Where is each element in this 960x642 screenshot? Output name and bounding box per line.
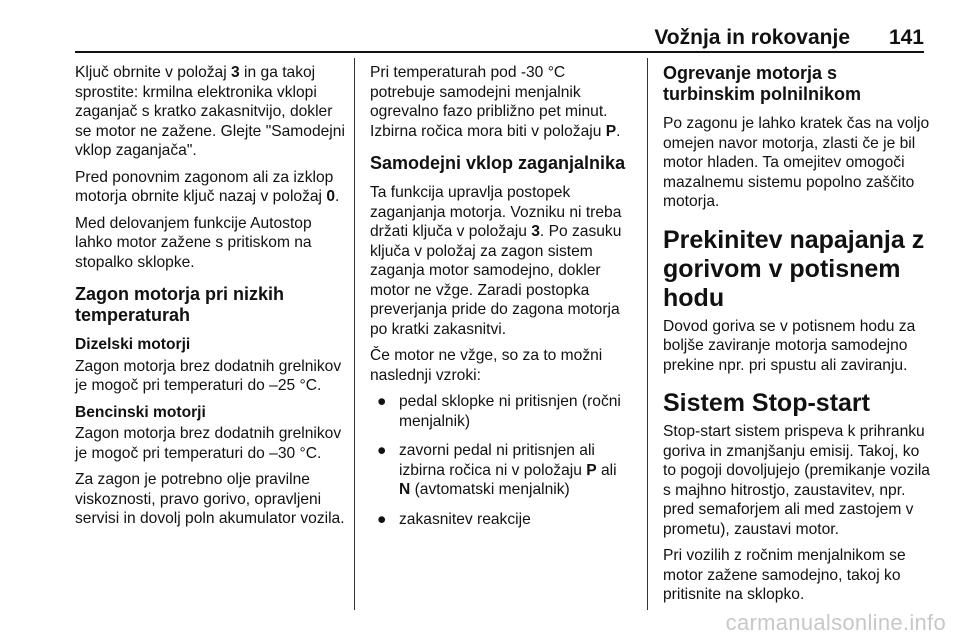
watermark: carmanualsonline.info xyxy=(725,610,946,635)
column-left xyxy=(75,63,347,536)
causes-list xyxy=(370,392,632,529)
bullet-icon: ● xyxy=(377,442,387,459)
heading-cold-start: Zagon motorja pri nizkih temperaturah xyxy=(75,284,285,325)
paragraph-key-position-3: Ključ obrnite v položaj 3 in ga takoj sprostite: krmilna elektronika vklopi zaganjač s kratko zakasnitvijo, dokler se motor ne zažene. Glejte "Samodejni vklop zaganjača". xyxy=(75,64,345,159)
paragraph-stop-start-manual: Pri vozilih z ročnim menjalnikom se motor zažene samodejno, takoj ko pritisnite na sklopko. xyxy=(663,547,906,603)
paragraph-stop-start: Stop-start sistem prispeva k prihranku goriva in zmanjšanju emisij. Takoj, ko to pogoji dovoljujejo (premikanje vozila s majhno hitrostjo, zaustavitev, npr. pred semaforjem ali med zastojem v prometu), zaustavi motor. xyxy=(663,423,930,538)
heading-stop-start: Sistem Stop-start xyxy=(663,389,870,417)
list-item: ● zakasnitev reakcije xyxy=(377,510,531,528)
heading-turbo-warmup: Ogrevanje motorja s turbinskim polnilnikom xyxy=(663,63,862,104)
page-number: 141 xyxy=(888,26,924,49)
paragraph-automatic-warmup: Pri temperaturah pod -30 °C potrebuje samodejni menjalnik ogrevalno fazo približno pet minut. Izbirna ročica mora biti v položaju P. xyxy=(370,64,621,140)
running-title: Vožnja in rokovanje xyxy=(654,26,850,49)
paragraph-requirements: Za zagon je potrebno olje pravilne viskoznosti, pravo gorivo, opravljeni servisi in dovolj poln akumulator vozila. xyxy=(75,471,345,527)
heading-petrol: Bencinski motorji xyxy=(75,403,206,421)
bullet-icon: ● xyxy=(377,510,387,528)
column-right xyxy=(663,63,931,612)
paragraph-automatic-starter: Ta funkcija upravlja postopek zaganjanja motorja. Vozniku ni treba držati ključa v položaju 3. Po zasuku ključa v položaj za zagon sistem zaganja motor samodejno, dokler motor ne vžge. Zaradi postopka preverjanja pride do zagona motorja po kratki zakasnitvi. xyxy=(370,184,622,338)
paragraph-causes-intro: Če motor ne vžge, so za to možni naslednji vzroki: xyxy=(370,347,603,384)
paragraph-fuel-cutoff: Dovod goriva se v potisnem hodu za boljše zaviranje motorja samodejno prekine npr. pri spustu ali zaviranju. xyxy=(663,317,916,374)
heading-fuel-cutoff: Prekinitev napajanja z gorivom v potisnem hodu xyxy=(663,225,925,312)
paragraph-key-position-0: Pred ponovnim zagonom ali za izklop motorja obrnite ključ nazaj v položaj 0. xyxy=(75,168,340,205)
paragraph-diesel: Zagon motorja brez dodatnih grelnikov je mogoč pri temperaturi do –25 °C. xyxy=(75,357,342,394)
paragraph-turbo-warmup: Po zagonu je lahko kratek čas na voljo omejen navor motorja, zlasti če je bil motor hladen. Ta omejitev omogoči mazalnemu sistemu popolno zaščito motorja. xyxy=(663,115,930,210)
page-header xyxy=(0,0,960,52)
bullet-icon: ● xyxy=(377,393,387,410)
paragraph-autostop: Med delovanjem funkcije Autostop lahko motor zažene s pritiskom na stopalko sklopke. xyxy=(75,214,312,271)
paragraph-petrol: Zagon motorja brez dodatnih grelnikov je mogoč pri temperaturi do –30 °C. xyxy=(75,425,342,462)
column-divider-right xyxy=(647,58,648,610)
heading-diesel: Dizelski motorji xyxy=(75,336,191,353)
header-rule xyxy=(75,51,924,53)
column-divider-left xyxy=(354,58,355,610)
list-item: ● zavorni pedal ni pritisnjen ali izbirna ročica ni v položaju P ali N (avtomatski menjalnik) xyxy=(377,442,617,498)
list-item: ● pedal sklopke ni pritisnjen (ročni menjalnik) xyxy=(377,393,621,430)
heading-automatic-starter: Samodejni vklop zaganjalnika xyxy=(370,153,626,173)
column-middle xyxy=(370,63,632,539)
